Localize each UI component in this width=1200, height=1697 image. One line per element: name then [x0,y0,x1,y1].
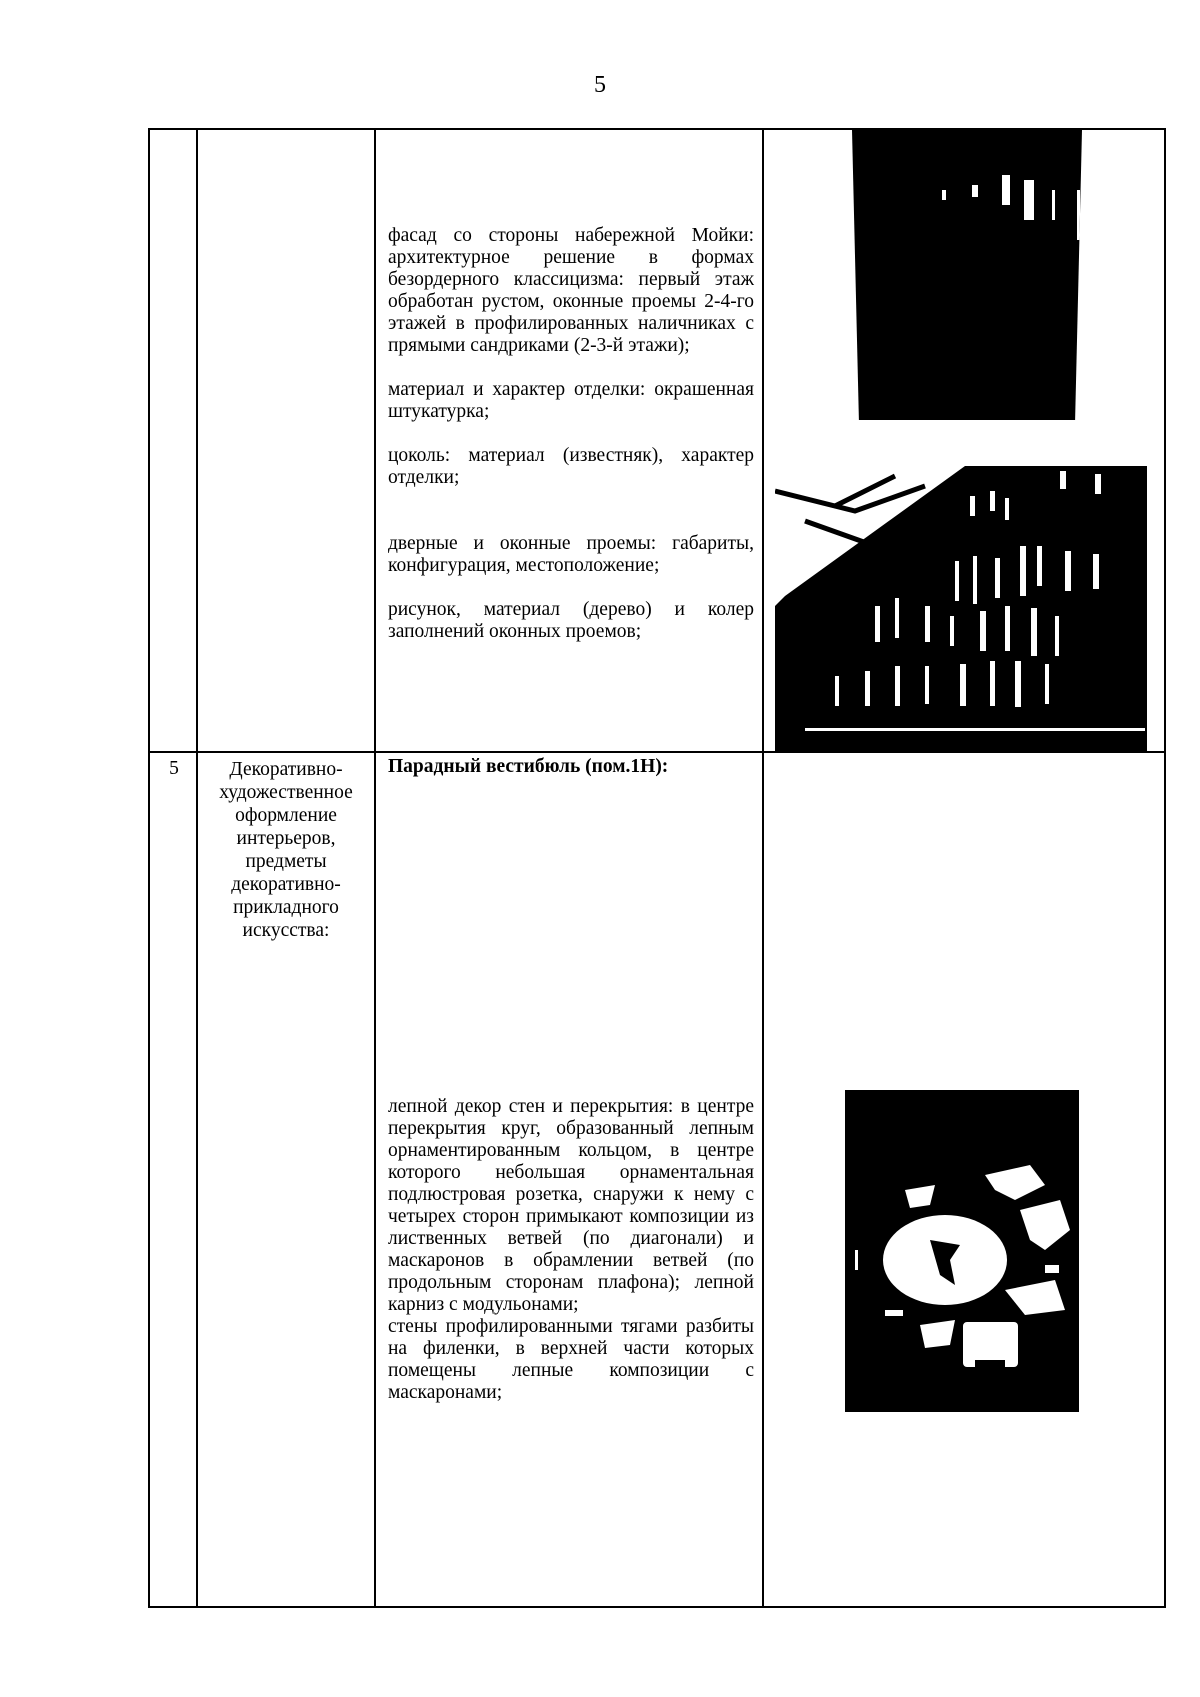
section-heading: Парадный вестибюль (пом.1Н): [388,756,669,777]
row-category: Декоративно-художественное оформление интерьеров, предметы декоративно-прикладного искусства: [219,759,353,941]
column-divider [374,128,376,1608]
photo-detail [775,466,1147,752]
photo-detail [852,130,1082,420]
table-left-border [148,128,150,1608]
paragraph: материал и характер отделки: окрашенная штукатурка; [388,379,754,422]
paragraph: фасад со стороны набережной Мойки: архитектурное решение в формах безордерного классицизма: первый этаж обработан рустом, оконные проемы 2-4-го этажей в профилированных наличниках с прямыми сандриками (2-3-й этажи); [388,225,754,356]
paragraph: стены профилированными тягами разбиты на филенки, в верхней части которых помещены лепные композиции с маскаронами; [388,1316,754,1403]
paragraph: дверные и оконные проемы: габариты, конфигурация, местоположение; [388,533,754,576]
facade-photo-top [852,130,1082,420]
paragraph: рисунок, материал (дерево) и колер заполнений оконных проемов; [388,599,754,642]
facade-photo-building [775,466,1147,752]
table-right-border [1164,128,1166,1608]
row-number: 5 [169,758,179,779]
facade-description [388,225,754,643]
paragraph: лепной декор стен и перекрытия: в центре перекрытия круг, образованный лепным орнаментированным кольцом, в центре которого небольшая орнаментальная подлюстровая розетка, снаружи к нему с четырех сторон примыкают композиции из лиственных ветвей (по диагонали) и маскаронов в обрамлении ветвей (по продольным сторонам плафона); лепной карниз с модульонами; [388,1096,754,1315]
vestibule-description [388,1096,754,1404]
paragraph: цоколь: материал (известняк), характер отделки; [388,445,754,488]
ceiling-photo [845,1090,1079,1412]
table-bottom-border [148,1606,1166,1608]
photo-detail [845,1090,1079,1412]
table-top-border [148,128,1166,130]
page-number: 5 [594,72,606,98]
column-divider [762,128,764,1608]
column-divider [196,128,198,1608]
